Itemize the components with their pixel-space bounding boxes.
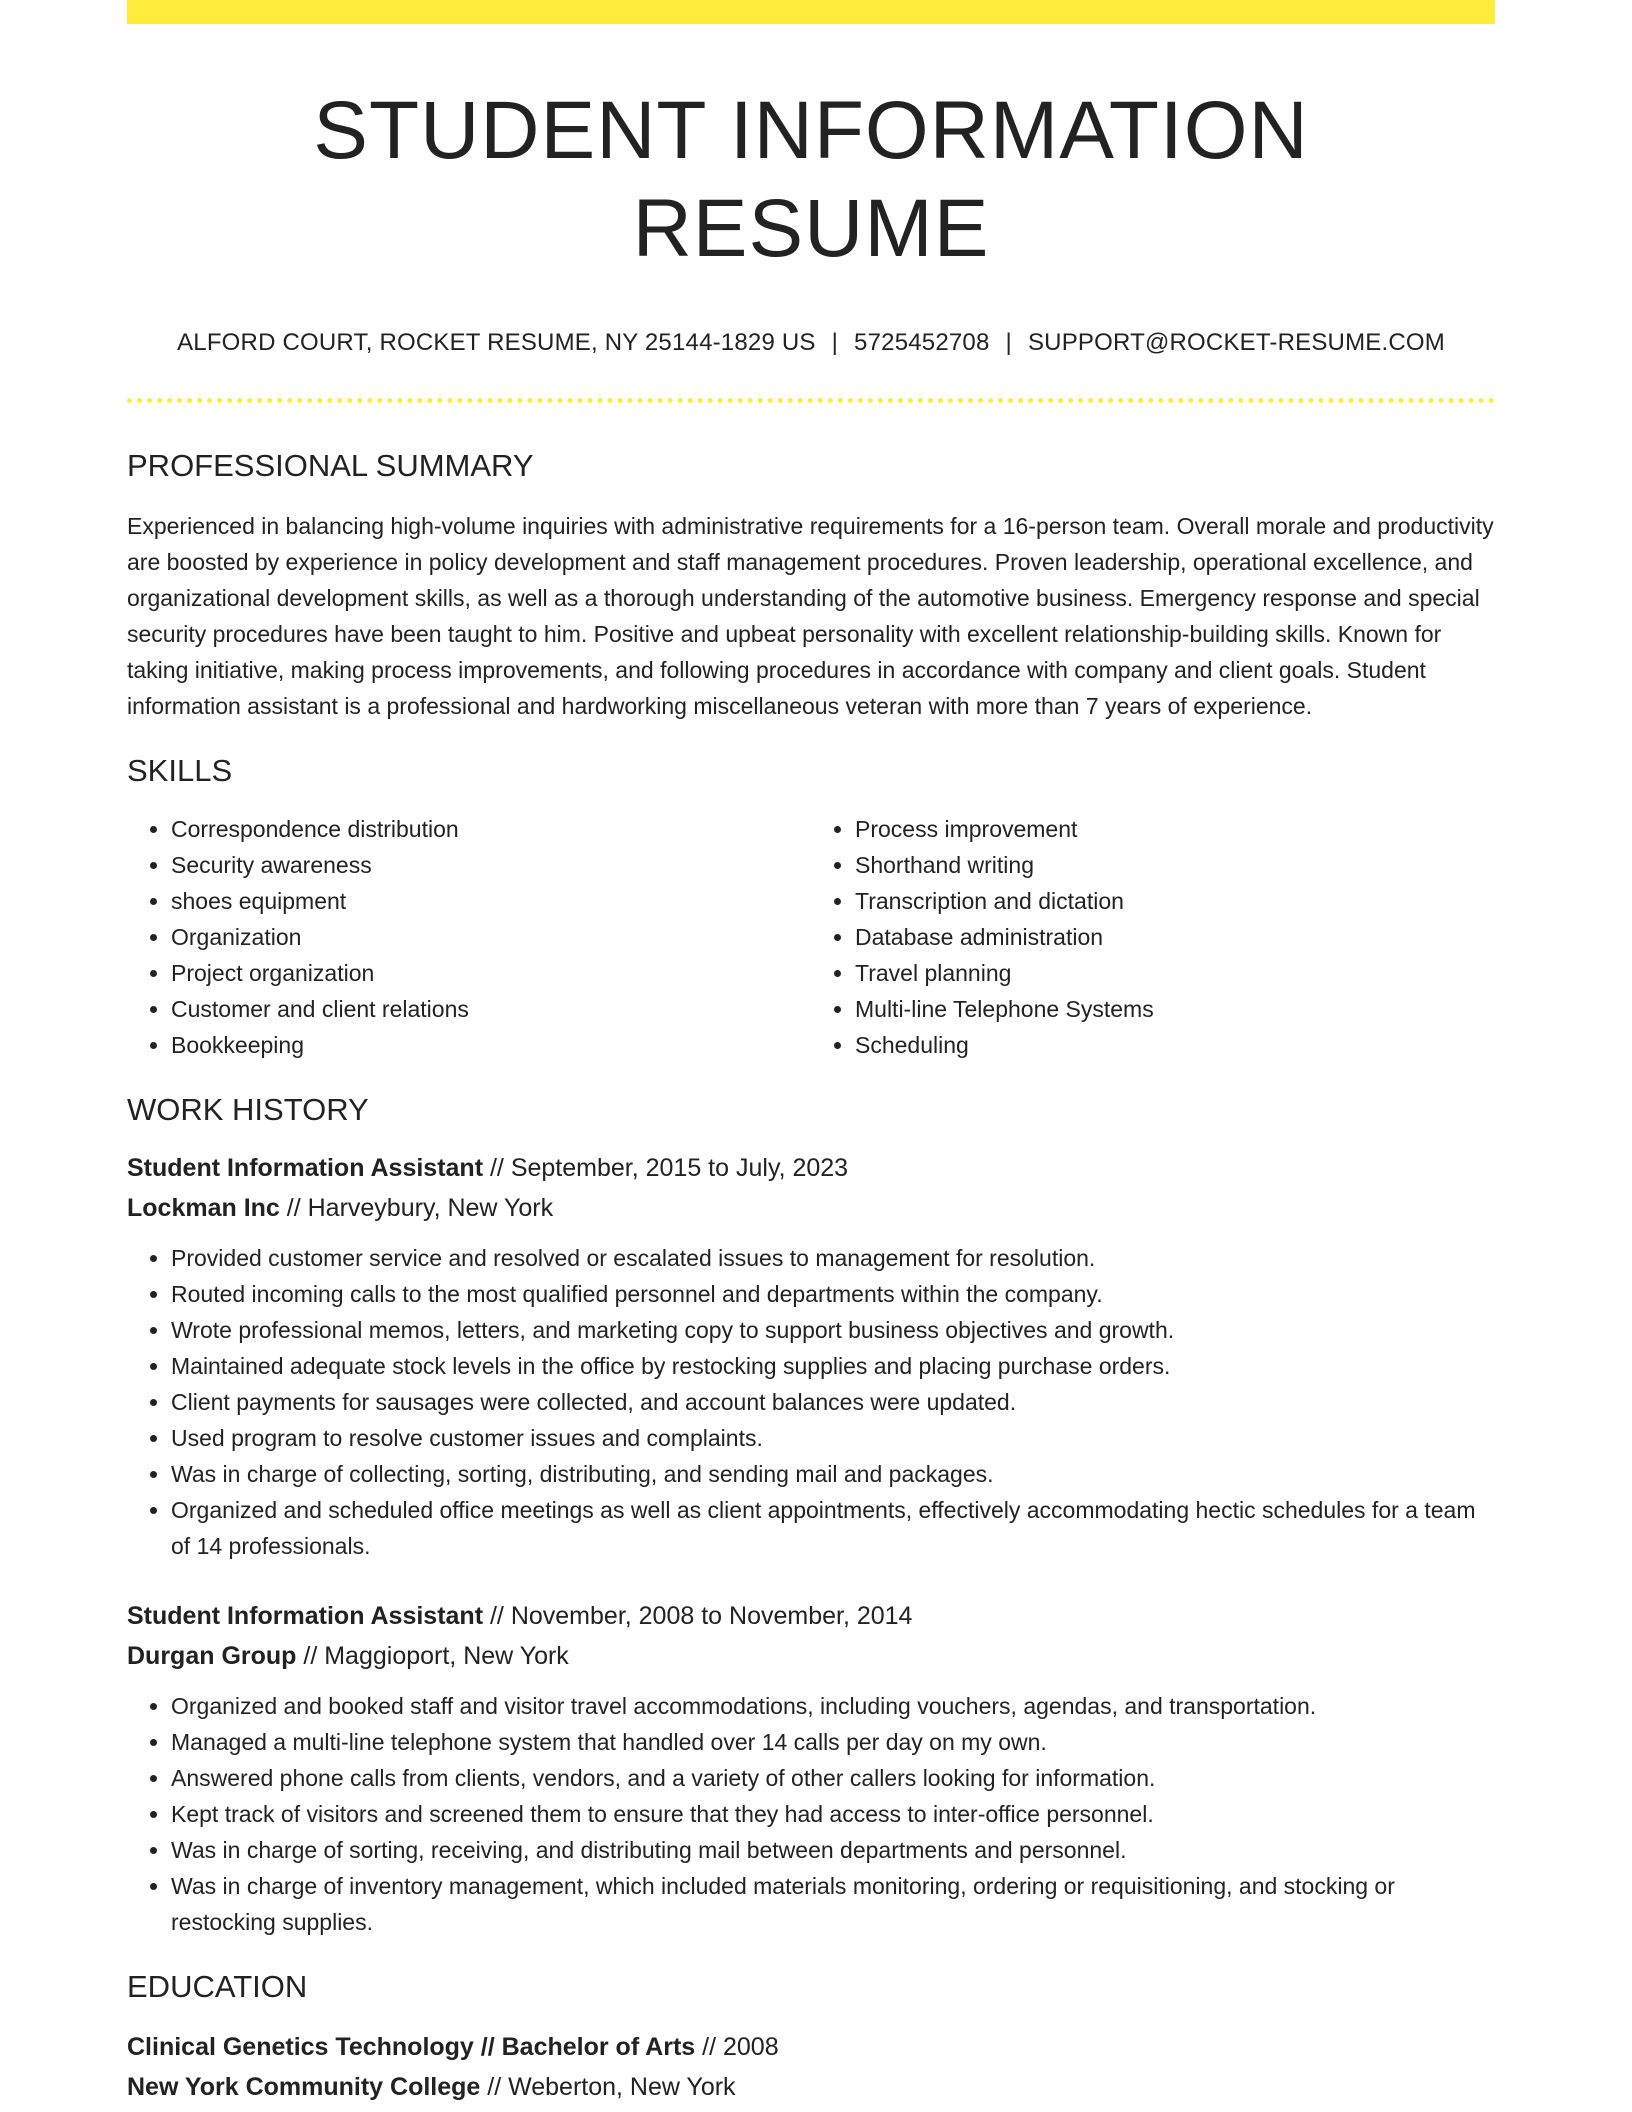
job-bullet: • Managed a multi-line telephone system that handled over 14 calls per day on my own. (171, 1724, 1495, 1760)
skill-item: • Travel planning (855, 955, 1495, 991)
contact-separator: | (831, 328, 839, 356)
skill-item: • Database administration (855, 919, 1495, 955)
phone: 5725452708 (854, 328, 990, 356)
job-title: Student Information Assistant (127, 1154, 484, 1183)
skill-item: • Scheduling (855, 1027, 1495, 1063)
skill-item: • Multi-line Telephone Systems (855, 991, 1495, 1027)
job-company: Lockman Inc (127, 1194, 280, 1223)
job-company-line (127, 1188, 1495, 1228)
education-degree-line (127, 2027, 1495, 2067)
job-company: Durgan Group (127, 1642, 297, 1671)
job-bullet: • Answered phone calls from clients, vendors, and a variety of other callers looking for information. (171, 1760, 1495, 1796)
job-bullet: • Used program to resolve customer issues and complaints. (171, 1420, 1495, 1456)
contact-separator: | (1005, 328, 1012, 356)
job-entry (127, 1148, 1495, 1564)
education-year: // 2008 (702, 2033, 779, 2062)
dotted-divider (127, 398, 1495, 403)
summary-heading: PROFESSIONAL SUMMARY (127, 447, 534, 483)
education-heading: EDUCATION (127, 1969, 308, 2005)
job-company-line (127, 1636, 1495, 1676)
job-title-line (127, 1596, 1495, 1636)
job-bullet: • Was in charge of sorting, receiving, and distributing mail between departments and personnel. (171, 1832, 1495, 1868)
skill-item: • Organization (171, 919, 811, 955)
summary-text: Experienced in balancing high-volume inquiries with administrative requirements for a 16-person team. Overall morale and productivity are boosted by experience in policy development and staff management procedures. Proven leadership, operational excellence, and organizational development skills, as well as a thorough understanding of the automotive business. Emergency response and special security procedures have been taught to him. Positive and upbeat personality with excellent relationship-building skills. Known for taking initiative, making process improvements, and following procedures in accordance with company and client goals. Student information assistant is a professional and hardworking miscellaneous veteran with more than 7 years of experience. (127, 512, 1494, 719)
skills-column-right (811, 811, 1495, 1063)
education-location: // Weberton, New York (487, 2073, 736, 2102)
top-accent-bar (127, 0, 1495, 24)
job-bullet: • Organized and scheduled office meetings as well as client appointments, effectively accommodating hectic schedules for a team of 14 professionals. (171, 1492, 1495, 1564)
job-bullets (127, 1688, 1495, 1940)
job-bullet: • Organized and booked staff and visitor travel accommodations, including vouchers, agendas, and transportation. (171, 1688, 1495, 1724)
job-entry (127, 1596, 1495, 1940)
job-bullet: • Wrote professional memos, letters, and marketing copy to support business objectives and growth. (171, 1312, 1495, 1348)
job-bullet: • Was in charge of collecting, sorting, distributing, and sending mail and packages. (171, 1456, 1495, 1492)
email: SUPPORT@ROCKET-RESUME.COM (1027, 328, 1445, 356)
job-title-line (127, 1148, 1495, 1188)
job-bullet: • Maintained adequate stock levels in the office by restocking supplies and placing purchase orders. (171, 1348, 1495, 1384)
resume-page (127, 0, 1495, 2107)
skill-item: • Transcription and dictation (855, 883, 1495, 919)
job-bullet: • Was in charge of inventory management, which included materials monitoring, ordering or requisitioning, and stocking or restocking supplies. (171, 1868, 1495, 1940)
job-location: // Harveybury, New York (286, 1194, 554, 1223)
page-title: STUDENT INFORMATION RESUME (313, 85, 1309, 275)
skills-list (127, 811, 1495, 1063)
skill-item: • Bookkeeping (171, 1027, 811, 1063)
job-bullet: • Provided customer service and resolved or escalated issues to management for resolution. (171, 1240, 1495, 1276)
job-dates: // September, 2015 to July, 2023 (489, 1154, 849, 1183)
education-degree: Clinical Genetics Technology // Bachelor of Arts (127, 2033, 696, 2062)
job-bullet: • Client payments for sausages were collected, and account balances were updated. (171, 1384, 1495, 1420)
job-bullet: • Kept track of visitors and screened them to ensure that they had access to inter-office personnel. (171, 1796, 1495, 1832)
skills-column-left (127, 811, 811, 1063)
job-dates: // November, 2008 to November, 2014 (489, 1602, 913, 1631)
address: ALFORD COURT, ROCKET RESUME, NY 25144-1829 US (177, 328, 816, 356)
skills-heading: SKILLS (127, 752, 233, 788)
skill-item: • Correspondence distribution (171, 811, 811, 847)
job-bullets (127, 1240, 1495, 1564)
job-bullet: • Routed incoming calls to the most qualified personnel and departments within the company. (171, 1276, 1495, 1312)
skill-item: • Process improvement (855, 811, 1495, 847)
skill-item: • Customer and client relations (171, 991, 811, 1027)
skill-item: • Security awareness (171, 847, 811, 883)
education-school-line (127, 2067, 1495, 2107)
skill-item: • shoes equipment (171, 883, 811, 919)
job-location: // Maggioport, New York (303, 1642, 569, 1671)
contact-info (127, 329, 1495, 358)
education-school: New York Community College (127, 2073, 481, 2102)
skill-item: • Project organization (171, 955, 811, 991)
job-title: Student Information Assistant (127, 1602, 484, 1631)
skill-item: • Shorthand writing (855, 847, 1495, 883)
work-history-heading: WORK HISTORY (127, 1091, 369, 1127)
education-entry (127, 2027, 1495, 2107)
